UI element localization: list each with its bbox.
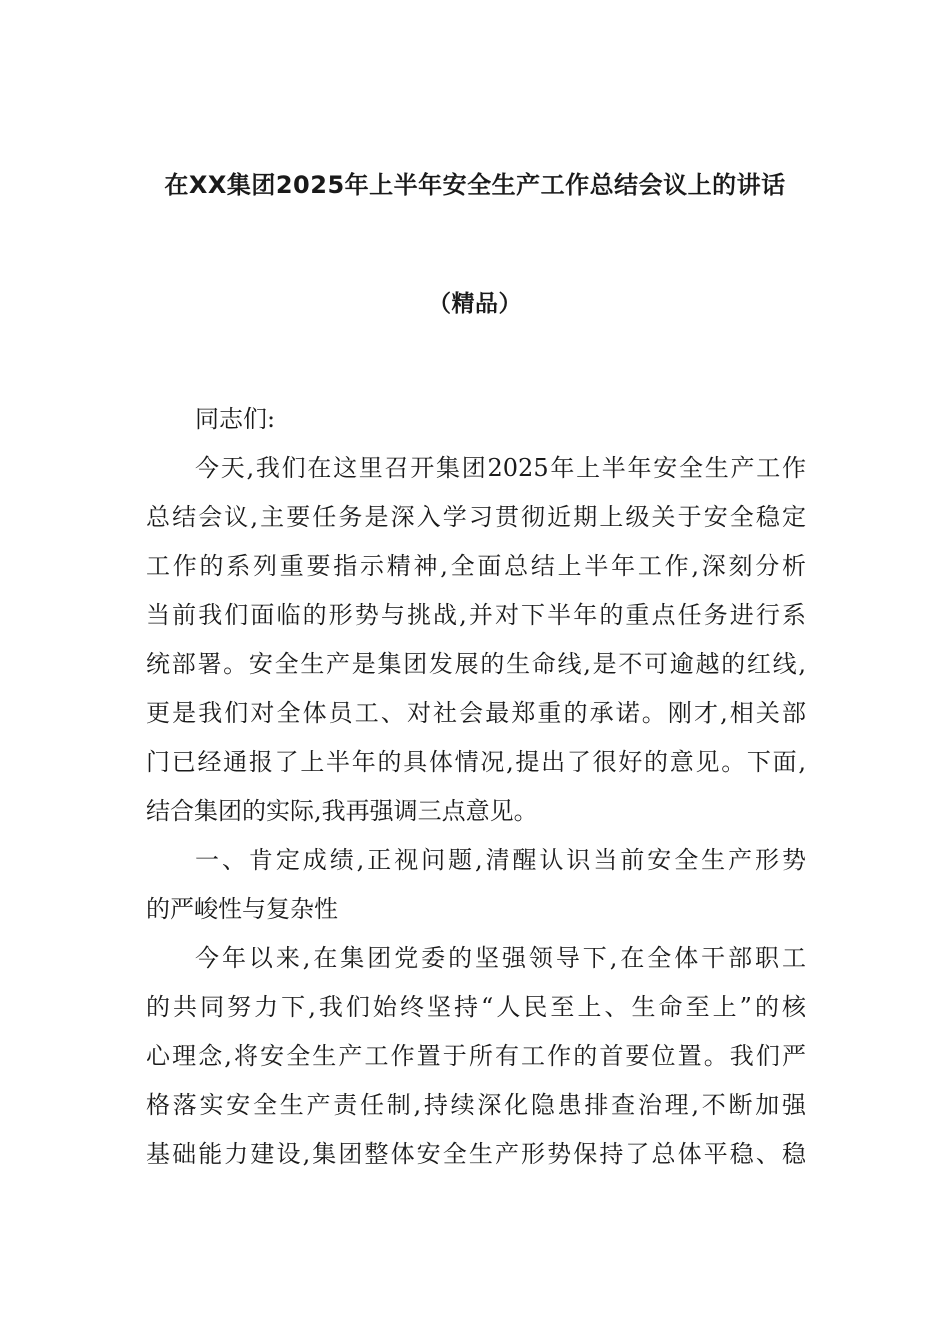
body-line: 今天,我们在这里召开集团2025年上半年安全生产工作 bbox=[195, 454, 806, 482]
body-line: 工作的系列重要指示精神,全面总结上半年工作,深刻分析 bbox=[146, 552, 806, 580]
body-line: 门已经通报了上半年的具体情况,提出了很好的意见。下面, bbox=[146, 748, 806, 776]
body-line: 基础能力建设,集团整体安全生产形势保持了总体平稳、稳 bbox=[146, 1140, 806, 1168]
body-line: 总结会议,主要任务是深入学习贯彻近期上级关于安全稳定 bbox=[146, 503, 806, 531]
body-line: 格落实安全生产责任制,持续深化隐患排查治理,不断加强 bbox=[146, 1091, 806, 1119]
body-line: 同志们: bbox=[195, 405, 276, 433]
body-line: 一、肯定成绩,正视问题,清醒认识当前安全生产形势 bbox=[195, 846, 806, 874]
body-line: 统部署。安全生产是集团发展的生命线,是不可逾越的红线, bbox=[146, 650, 806, 678]
document-subtitle: （精品） bbox=[428, 291, 522, 317]
body-line: 的严峻性与复杂性 bbox=[146, 895, 338, 923]
document-title: 在XX集团2025年上半年安全生产工作总结会议上的讲话 bbox=[164, 171, 786, 199]
body-line: 结合集团的实际,我再强调三点意见。 bbox=[146, 797, 538, 825]
body-line: 当前我们面临的形势与挑战,并对下半年的重点任务进行系 bbox=[146, 601, 806, 629]
body-line: 的共同努力下,我们始终坚持“人民至上、生命至上”的核 bbox=[146, 993, 806, 1021]
document-body bbox=[146, 395, 806, 1179]
body-line: 今年以来,在集团党委的坚强领导下,在全体干部职工 bbox=[195, 944, 806, 972]
body-line: 更是我们对全体员工、对社会最郑重的承诺。刚才,相关部 bbox=[146, 699, 806, 727]
body-line: 心理念,将安全生产工作置于所有工作的首要位置。我们严 bbox=[146, 1042, 806, 1070]
